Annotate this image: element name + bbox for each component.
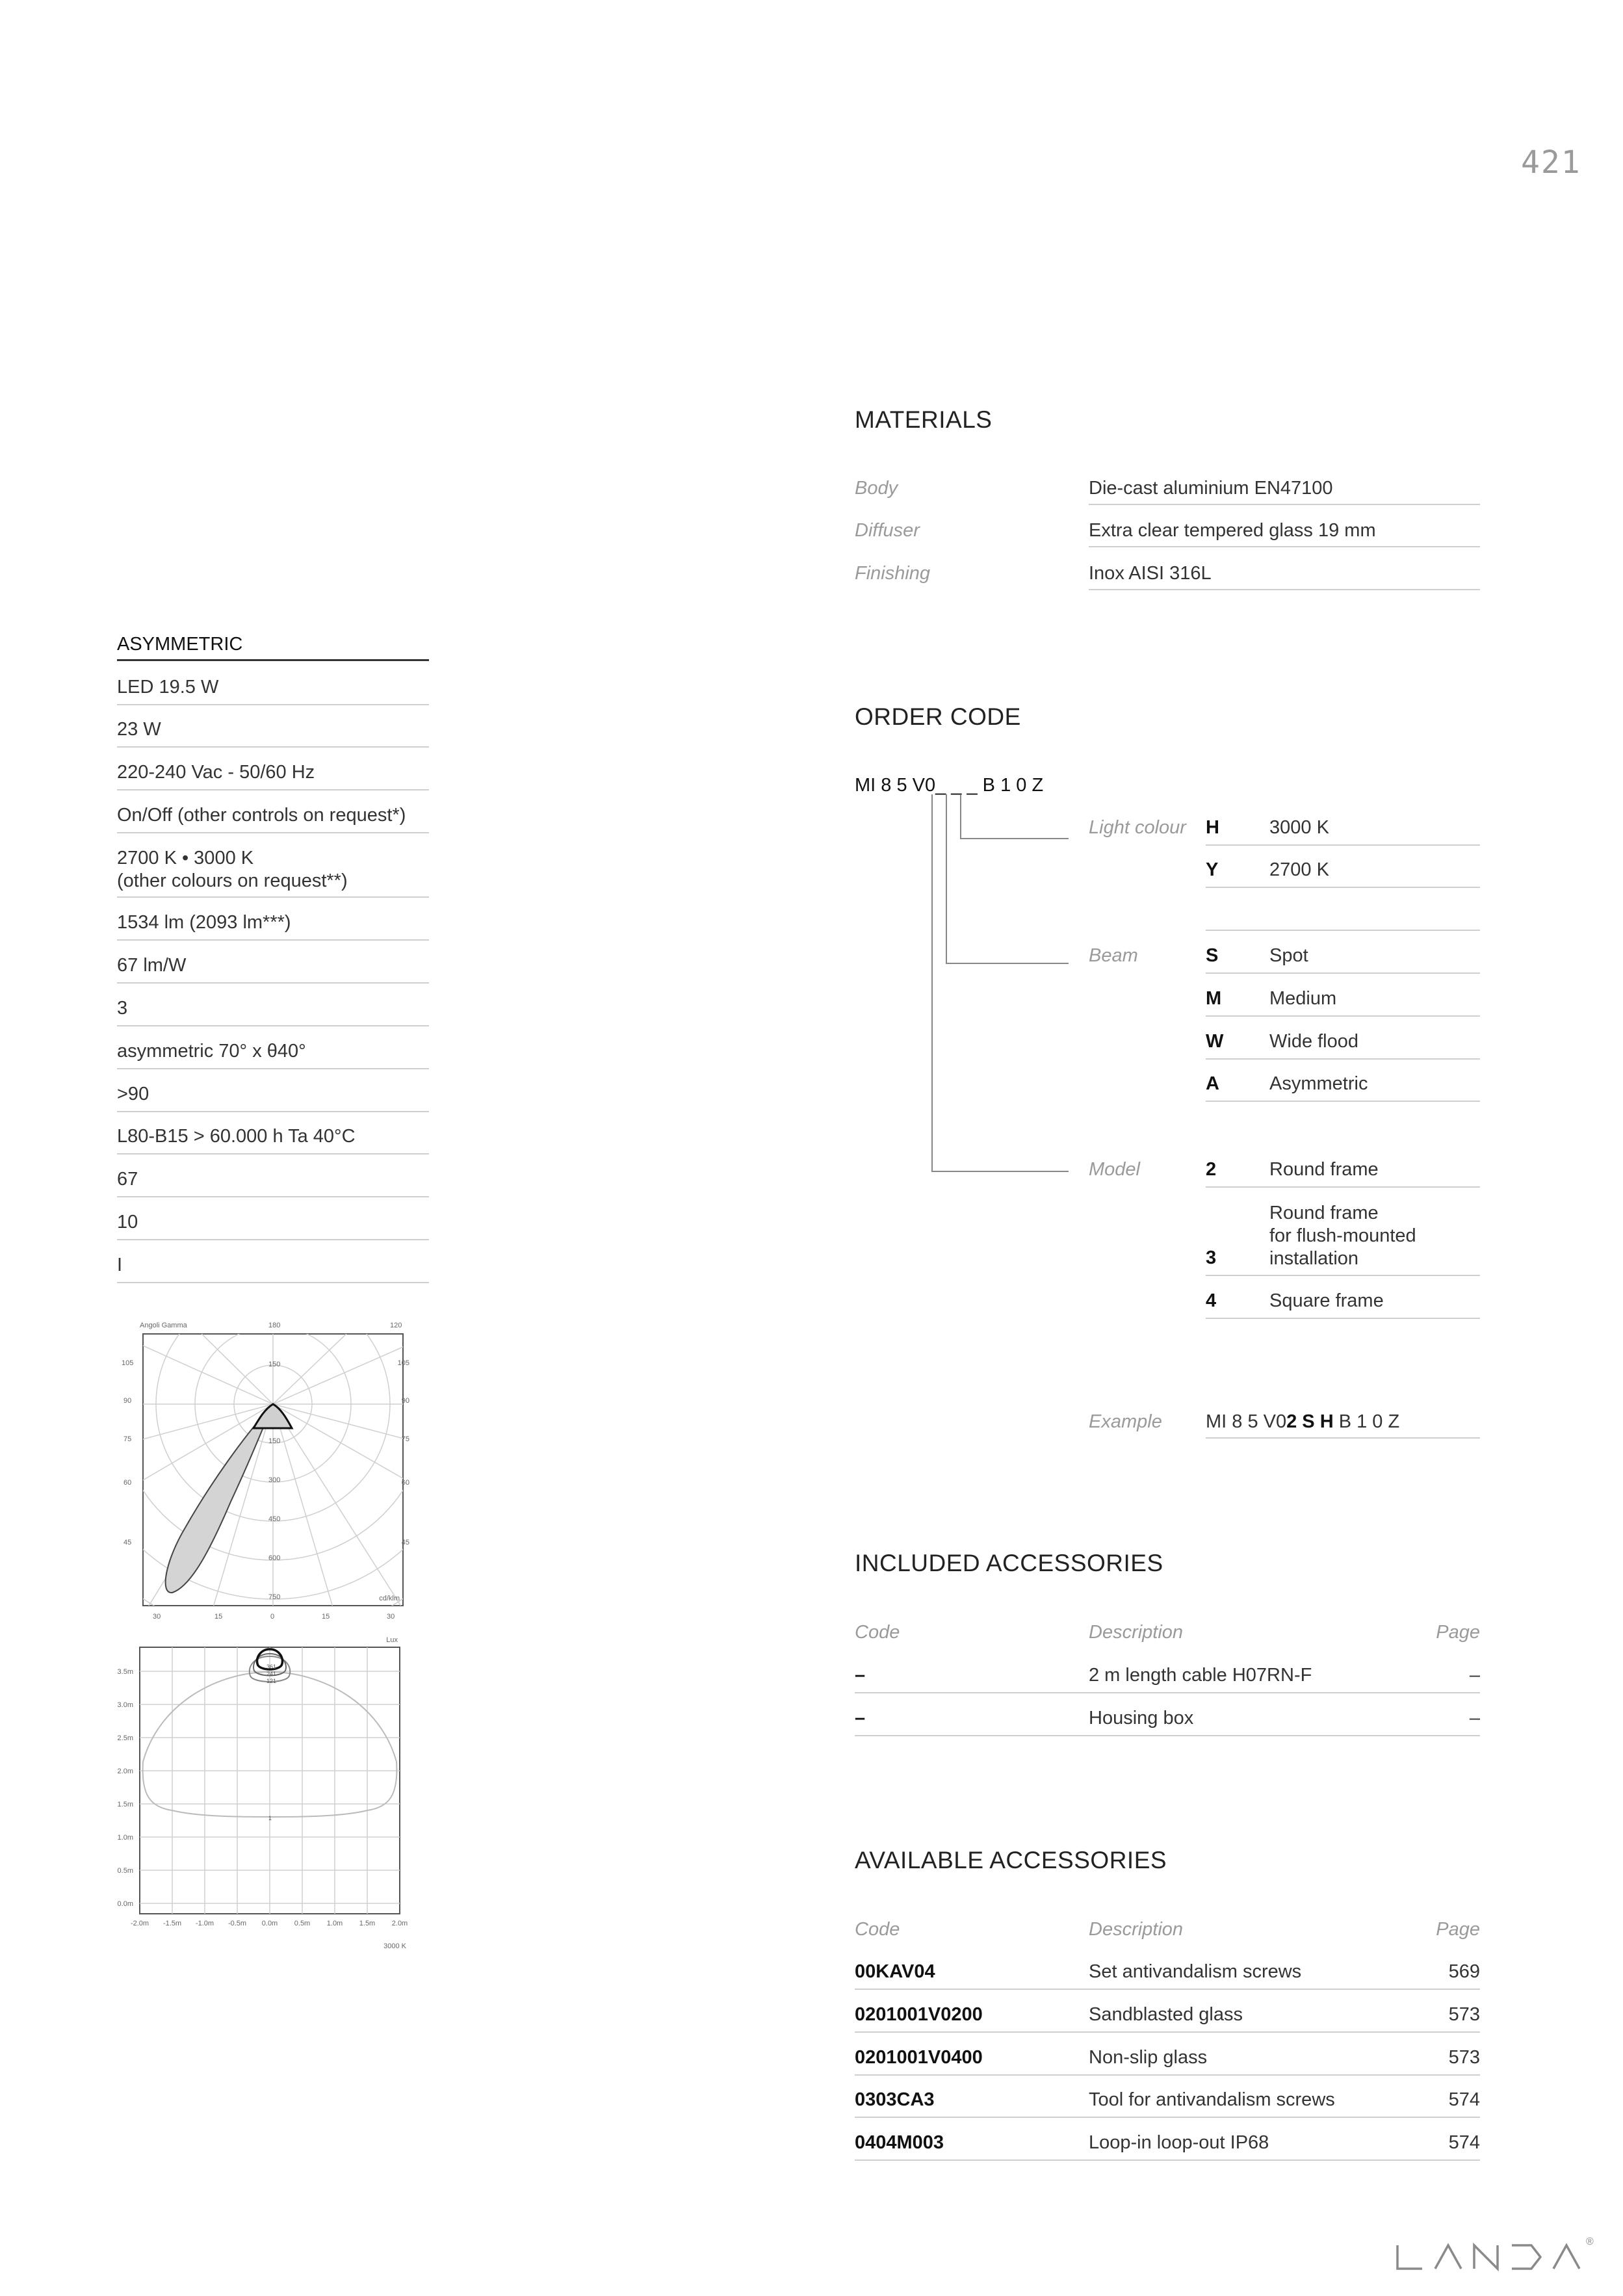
spec-control: On/Off (other controls on request*) <box>117 804 429 833</box>
lux-x-m2.0: -2.0m <box>130 1920 149 1927</box>
order-option-desc-3-line1: Round frame <box>1269 1203 1379 1223</box>
polar-radial-150-top: 150 <box>268 1361 281 1368</box>
brand-registered-mark: ® <box>1586 2236 1594 2247</box>
order-example-part-3: B 1 0 Z <box>1333 1411 1400 1432</box>
lux-y-1.5: 1.5m <box>117 1801 133 1808</box>
order-option-line-empty <box>1206 902 1480 931</box>
included-header-description: Description <box>1089 1622 1184 1643</box>
order-option-desc-3-line2: for flush-mounted <box>1269 1225 1416 1246</box>
lux-contour-label-241: 241 <box>266 1671 277 1677</box>
order-option-desc-3 <box>1269 1202 1416 1270</box>
available-row-page: 573 <box>1448 2047 1480 2068</box>
available-row-code: 00KAV04 <box>855 1961 935 1982</box>
order-example-value <box>1206 1411 1480 1439</box>
available-row-code: 0201001V0200 <box>855 2004 983 2025</box>
order-option-code-w: W <box>1206 1031 1224 1052</box>
lux-distribution-chart <box>114 1632 413 1950</box>
polar-radial-300: 300 <box>268 1476 281 1484</box>
included-row-page: – <box>1469 1665 1480 1686</box>
included-accessories-title: INCLUDED ACCESSORIES <box>855 1550 1163 1576</box>
order-code-string: MI 8 5 V0_ _ _ B 1 0 Z <box>855 775 1044 796</box>
spec-colour-temp-values: 2700 K • 3000 K <box>117 848 254 868</box>
order-option-desc-h: 3000 K <box>1269 817 1329 838</box>
included-header-page: Page <box>1436 1622 1480 1643</box>
polar-angle-90-right: 90 <box>401 1397 409 1405</box>
available-row-page: 569 <box>1448 1961 1480 1982</box>
order-option-desc-4: Square frame <box>1269 1290 1384 1311</box>
order-option-line-m <box>1206 988 1480 1017</box>
lux-y-3.5: 3.5m <box>117 1668 133 1676</box>
polar-label-top-120: 120 <box>390 1322 402 1329</box>
spec-system-power: 23 W <box>117 718 429 748</box>
spec-lumen: 1534 lm (2093 lm***) <box>117 911 429 941</box>
order-option-code-s: S <box>1206 945 1219 966</box>
order-option-desc-a: Asymmetric <box>1269 1073 1368 1094</box>
available-row-page: 574 <box>1448 2132 1480 2153</box>
spec-list-title: ASYMMETRIC <box>117 634 429 661</box>
order-option-code-m: M <box>1206 988 1222 1009</box>
spec-efficacy: 67 lm/W <box>117 954 429 984</box>
lux-footnote: 3000 K <box>383 1942 406 1950</box>
lux-contour-label-361: 361 <box>266 1663 277 1670</box>
available-header-description: Description <box>1089 1919 1184 1940</box>
order-option-desc-w: Wide flood <box>1269 1031 1359 1052</box>
lux-y-1.0: 1.0m <box>117 1834 133 1842</box>
order-option-code-4: 4 <box>1206 1290 1217 1311</box>
materials-value-body: Die-cast aluminium EN47100 <box>1089 478 1480 505</box>
available-row-description: Tool for antivandalism screws <box>1089 2089 1335 2110</box>
available-row-code: 0404M003 <box>855 2132 944 2153</box>
order-option-desc-s: Spot <box>1269 945 1308 966</box>
materials-title: MATERIALS <box>855 406 993 433</box>
spec-cri: >90 <box>117 1083 429 1112</box>
lux-y-3.0: 3.0m <box>117 1701 133 1709</box>
lux-x-0.0: 0.0m <box>261 1920 278 1927</box>
polar-angle-105-right: 105 <box>397 1359 409 1367</box>
polar-bottom-15-left: 15 <box>214 1613 223 1621</box>
lux-contour-label-121: 121 <box>266 1678 277 1684</box>
order-option-line-h <box>1206 817 1480 846</box>
included-row-page: – <box>1469 1708 1480 1729</box>
spec-power: LED 19.5 W <box>117 676 429 705</box>
spec-voltage: 220-240 Vac - 50/60 Hz <box>117 761 429 790</box>
polar-bottom-30-right: 30 <box>387 1613 395 1621</box>
spec-class: I <box>117 1254 429 1283</box>
lux-x-m1.5: -1.5m <box>162 1920 182 1927</box>
polar-photometric-chart <box>114 1313 413 1632</box>
available-row-page: 574 <box>1448 2089 1480 2110</box>
lux-x-1.0: 1.0m <box>326 1920 343 1927</box>
spec-lifetime: L80-B15 > 60.000 h Ta 40°C <box>117 1125 429 1155</box>
included-row-code: – <box>855 1665 866 1686</box>
order-code-connectors <box>923 794 1079 1178</box>
lux-y-2.0: 2.0m <box>117 1768 133 1775</box>
spec-ip: 67 <box>117 1168 429 1197</box>
order-example-part-2: 2 S H <box>1286 1411 1334 1432</box>
order-group-model-label: Model <box>1089 1159 1140 1180</box>
order-option-desc-y: 2700 K <box>1269 859 1329 880</box>
polar-radial-150: 150 <box>268 1437 281 1445</box>
order-option-line-s <box>1206 945 1480 974</box>
lux-y-0.5: 0.5m <box>117 1867 133 1875</box>
polar-unit: cd/klm <box>379 1595 400 1602</box>
lux-x-2.0: 2.0m <box>391 1920 408 1927</box>
page-number: 421 <box>1521 144 1581 181</box>
lux-x-0.5: 0.5m <box>294 1920 311 1927</box>
polar-bottom-30-left: 30 <box>153 1613 161 1621</box>
included-row-code: – <box>855 1708 866 1729</box>
polar-angle-45-left: 45 <box>123 1539 132 1546</box>
polar-angle-75-right: 75 <box>401 1435 409 1443</box>
polar-angle-45-right: 45 <box>401 1539 409 1546</box>
order-option-code-3: 3 <box>1206 1247 1217 1268</box>
spec-ik: 10 <box>117 1211 429 1240</box>
order-group-beam-label: Beam <box>1089 945 1138 966</box>
order-option-code-y: Y <box>1206 859 1219 880</box>
lux-y-2.5: 2.5m <box>117 1734 133 1742</box>
spec-macadam: 3 <box>117 997 429 1026</box>
polar-bottom-15-right: 15 <box>322 1613 330 1621</box>
included-row-description: Housing box <box>1089 1708 1194 1729</box>
order-option-code-2: 2 <box>1206 1159 1217 1180</box>
polar-angle-60-right: 60 <box>401 1479 409 1487</box>
polar-bottom-0: 0 <box>270 1613 275 1621</box>
available-row-page: 573 <box>1448 2004 1480 2025</box>
materials-label-finishing: Finishing <box>855 563 931 584</box>
available-row-code: 0201001V0400 <box>855 2047 983 2068</box>
polar-radial-750: 750 <box>268 1593 281 1601</box>
order-option-desc-2: Round frame <box>1269 1159 1379 1180</box>
order-example-label: Example <box>1089 1411 1162 1432</box>
lux-contour-label-1: 1 <box>268 1815 272 1821</box>
lux-x-m0.5: -0.5m <box>227 1920 247 1927</box>
spec-colour-temp-note: (other colours on request**) <box>117 870 348 891</box>
brand-logo-mark <box>1391 2236 1605 2275</box>
polar-angle-75-left: 75 <box>123 1435 132 1443</box>
order-example-part-1: MI 8 5 V0 <box>1206 1411 1287 1432</box>
available-accessories-title: AVAILABLE ACCESSORIES <box>855 1847 1167 1873</box>
lux-x-m1.0: -1.0m <box>195 1920 214 1927</box>
materials-value-diffuser: Extra clear tempered glass 19 mm <box>1089 520 1480 547</box>
polar-radial-600: 600 <box>268 1554 281 1562</box>
materials-label-body: Body <box>855 478 898 499</box>
order-option-code-a: A <box>1206 1073 1219 1094</box>
polar-angle-105-left: 105 <box>122 1359 134 1367</box>
polar-label-angoli: Angoli Gamma <box>140 1322 187 1329</box>
available-row-code: 0303CA3 <box>855 2089 935 2110</box>
order-group-light-colour-label: Light colour <box>1089 817 1186 838</box>
available-row-description: Non-slip glass <box>1089 2047 1208 2068</box>
included-row-description: 2 m length cable H07RN-F <box>1089 1665 1312 1686</box>
order-option-desc-m: Medium <box>1269 988 1337 1009</box>
available-header-page: Page <box>1436 1919 1480 1940</box>
spec-beam: asymmetric 70° x θ40° <box>117 1040 429 1069</box>
polar-angle-90-left: 90 <box>123 1397 132 1405</box>
lux-unit: Lux <box>386 1636 398 1644</box>
lux-x-1.5: 1.5m <box>359 1920 376 1927</box>
materials-value-finishing: Inox AISI 316L <box>1089 563 1480 590</box>
available-row-description: Sandblasted glass <box>1089 2004 1243 2025</box>
order-option-line-y <box>1206 859 1480 888</box>
available-row-description: Set antivandalism screws <box>1089 1961 1302 1982</box>
order-code-title: ORDER CODE <box>855 703 1021 730</box>
polar-radial-450: 450 <box>268 1515 281 1523</box>
order-option-desc-3-line3: installation <box>1269 1248 1359 1269</box>
available-row-description: Loop-in loop-out IP68 <box>1089 2132 1269 2153</box>
order-option-code-h: H <box>1206 817 1219 838</box>
included-header-code: Code <box>855 1622 900 1643</box>
materials-label-diffuser: Diffuser <box>855 520 920 541</box>
polar-label-top-180: 180 <box>268 1322 281 1329</box>
lux-y-0.0: 0.0m <box>117 1900 133 1908</box>
spec-colour-temp <box>117 847 429 898</box>
brand-logo <box>1391 2236 1605 2275</box>
polar-angle-60-left: 60 <box>123 1479 132 1487</box>
available-header-code: Code <box>855 1919 900 1940</box>
